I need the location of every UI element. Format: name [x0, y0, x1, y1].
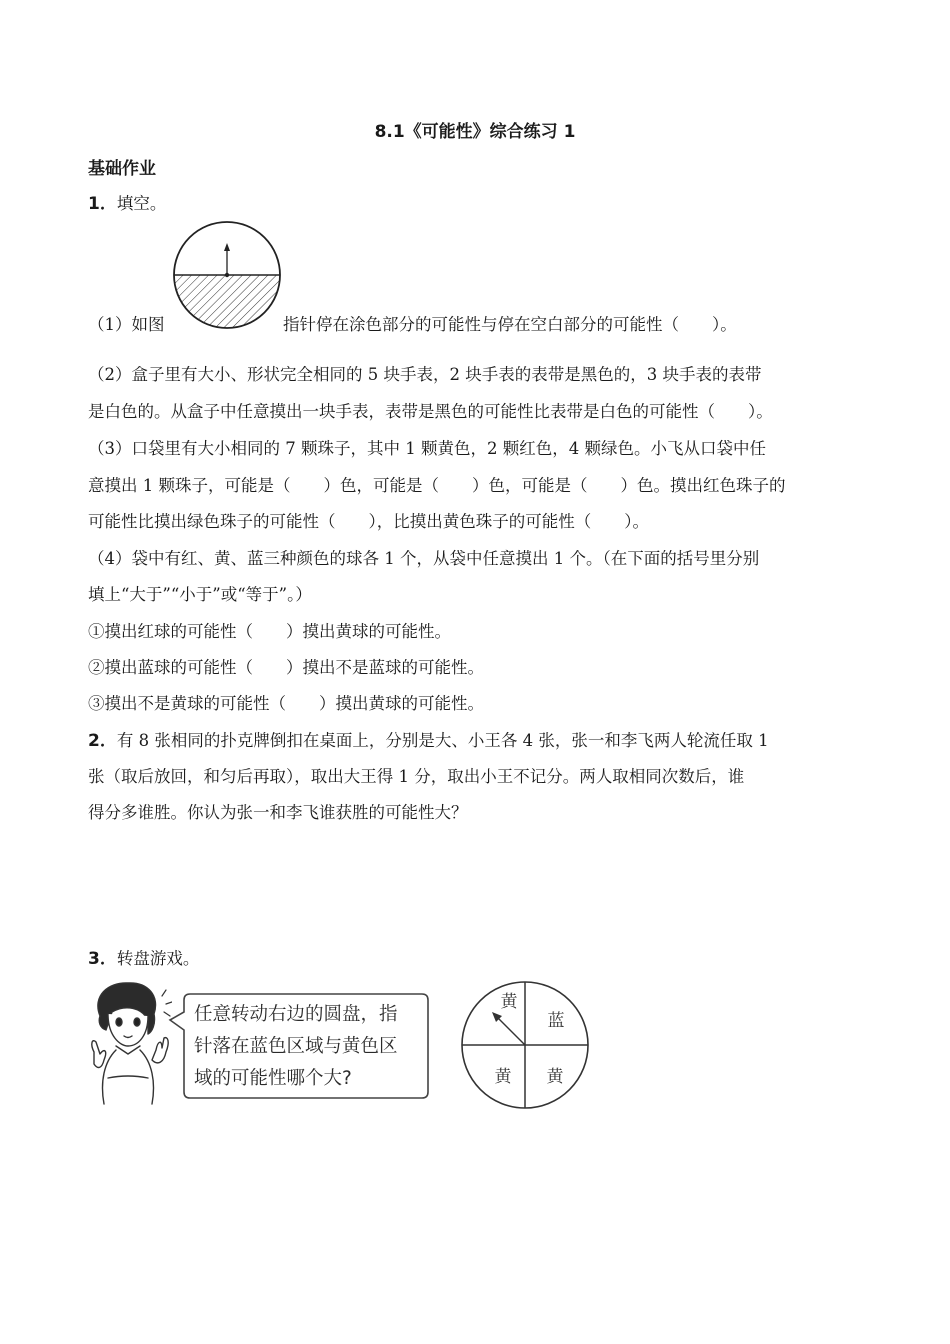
- q1-part4-item-c: ③摸出不是黄球的可能性（ ）摸出黄球的可能性。: [88, 694, 484, 713]
- section-heading: 基础作业: [88, 159, 156, 179]
- question-number: 1．: [88, 194, 117, 214]
- question-2-line3: 得分多谁胜。你认为张一和李飞谁获胜的可能性大？: [88, 803, 468, 822]
- q1-part1-text: 指针停在涂色部分的可能性与停在空白部分的可能性（ ）。: [283, 315, 737, 334]
- sector-bottom-right: 黄: [546, 1067, 564, 1087]
- speech-line-2: 针落在蓝色区域与黄色区: [194, 1036, 398, 1057]
- question-number: 3．: [88, 949, 117, 969]
- q1-part4-item-a: ①摸出红球的可能性（ ）摸出黄球的可能性。: [88, 622, 451, 641]
- half-shaded-circle-figure: [170, 220, 286, 332]
- spinner-wheel: [460, 980, 590, 1110]
- question-label: 转盘游戏。: [116, 949, 200, 968]
- q1-part4-line2: 填上“大于”“小于”或“等于”。）: [88, 585, 312, 604]
- question-3-header: [88, 944, 199, 969]
- q1-part4-line1: （4）袋中有红、黄、蓝三种颜色的球各 1 个，从袋中任意摸出 1 个。（在下面的括号里分别: [88, 549, 760, 568]
- page-title: 8.1《可能性》综合练习 1: [374, 122, 576, 142]
- q1-part4-item-b: ②摸出蓝球的可能性（ ）摸出不是蓝球的可能性。: [88, 658, 484, 677]
- q1-part1-prefix: （1）如图: [88, 315, 165, 334]
- speech-line-1: 任意转动右边的圆盘，指: [194, 1004, 398, 1025]
- sector-bottom-left: 黄: [494, 1067, 512, 1087]
- question-2-text: 有 8 张相同的扑克牌倒扣在桌面上，分别是大、小王各 4 张，张一和李飞两人轮流任取 1: [116, 731, 769, 750]
- q1-part2-line2: 是白色的。从盒子中任意摸出一块手表，表带是黑色的可能性比表带是白色的可能性（ ）。: [88, 402, 773, 421]
- q1-part2-line1: （2）盒子里有大小、形状完全相同的 5 块手表，2 块手表的表带是黑色的，3 块手表的表带: [88, 365, 762, 384]
- question-2-line1: [88, 726, 769, 751]
- q1-part3-line1: （3）口袋里有大小相同的 7 颗珠子，其中 1 颗黄色，2 颗红色，4 颗绿色。小飞从口袋中任: [88, 439, 766, 458]
- q1-part3-line2: 意摸出 1 颗珠子，可能是（ ）色，可能是（ ）色，可能是（ ）色。摸出红色珠子的: [88, 476, 786, 495]
- question-1-header: [88, 189, 166, 214]
- question-number: 2．: [88, 731, 117, 751]
- q1-part3-line3: 可能性比摸出绿色珠子的可能性（ ），比摸出黄色珠子的可能性（ ）。: [88, 512, 649, 531]
- speech-line-3: 域的可能性哪个大?: [194, 1068, 352, 1089]
- sector-top-left: 黄: [500, 992, 518, 1012]
- sector-top-right: 蓝: [547, 1011, 565, 1031]
- question-label: 填空。: [116, 194, 167, 213]
- question-2-line2: 张（取后放回，和匀后再取），取出大王得 1 分，取出小王不记分。两人取相同次数后，谁: [88, 767, 745, 786]
